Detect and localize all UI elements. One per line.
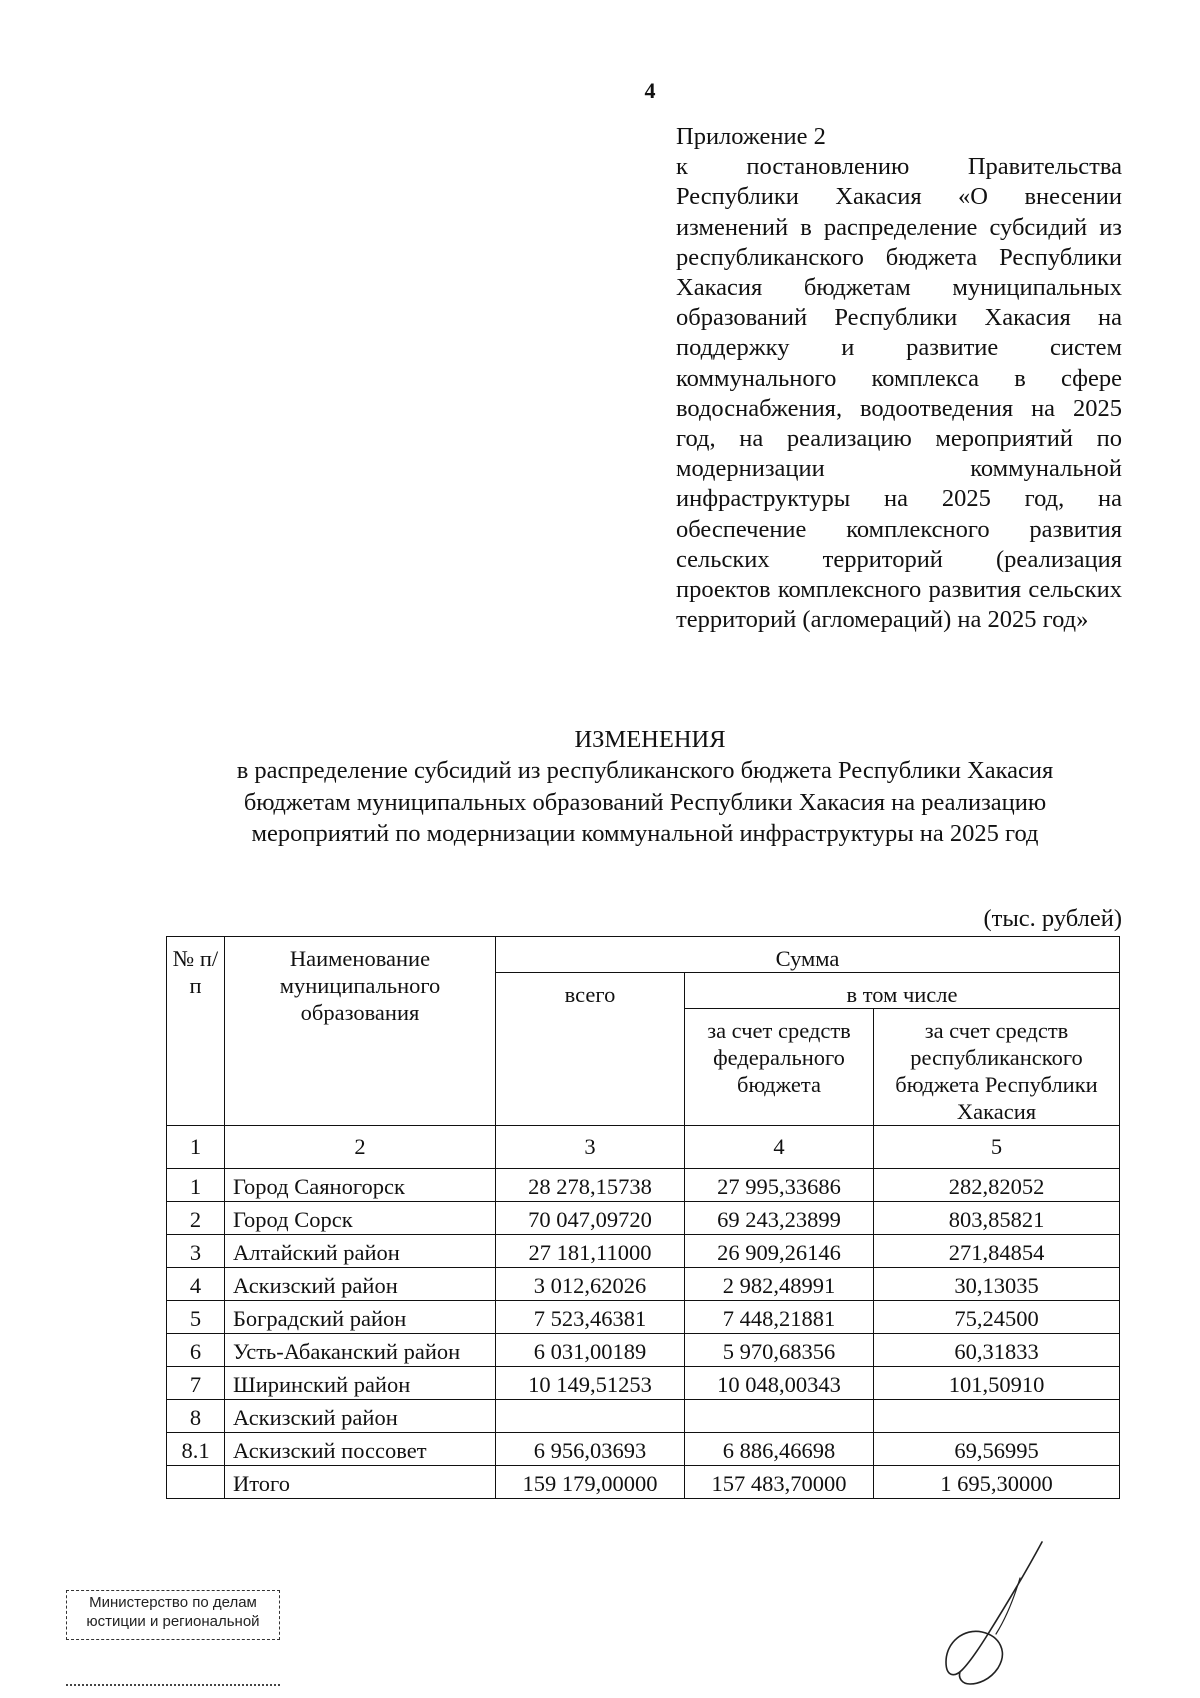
column-numbers-row <box>167 1126 1120 1169</box>
cell-federal: 27 995,33686 <box>685 1169 874 1202</box>
column-number: 3 <box>496 1126 685 1169</box>
column-number: 4 <box>685 1126 874 1169</box>
cell-total: 6 031,00189 <box>496 1334 685 1367</box>
cell-federal <box>685 1400 874 1433</box>
cell-total: 10 149,51253 <box>496 1367 685 1400</box>
cell-num: 5 <box>167 1301 225 1334</box>
subsidy-table-wrapper <box>166 936 1120 1499</box>
cell-name: Ширинский район <box>225 1367 496 1400</box>
cell-republic: 803,85821 <box>874 1202 1120 1235</box>
table-row <box>167 1202 1120 1235</box>
stamp-line: юстиции и региональной <box>86 1613 260 1630</box>
cell-republic: 282,82052 <box>874 1169 1120 1202</box>
table-row <box>167 1301 1120 1334</box>
cell-num: 4 <box>167 1268 225 1301</box>
appendix-text: к постановлению Правительства Республики Хакасия «О внесении изменений в распределение субсидий из республиканского бюджета Республики Хакасия бюджетам муниципальных образований Республики Хакасия на поддержку и развитие систем коммунального комплекса в сфере водоснабжения, водоотведения на 2025 год, на реализацию мероприятий по модернизации коммунальной инфраструктуры на 2025 год, на обеспечение комплексного развития сельских территорий (реализация проектов комплексного развития сельских территорий (агломераций) на 2025 год» <box>676 153 1122 634</box>
header-name: Наименование муниципального образования <box>225 937 496 1126</box>
cell-republic: 101,50910 <box>874 1367 1120 1400</box>
cell-republic <box>874 1400 1120 1433</box>
table-row <box>167 1268 1120 1301</box>
subsidy-table <box>166 936 1120 1499</box>
cell-total <box>496 1400 685 1433</box>
cell-num: 1 <box>167 1169 225 1202</box>
cell-federal: 7 448,21881 <box>685 1301 874 1334</box>
cell-federal: 2 982,48991 <box>685 1268 874 1301</box>
ministry-stamp <box>66 1590 280 1640</box>
cell-federal: 69 243,23899 <box>685 1202 874 1235</box>
header-federal: за счет средств федерального бюджета <box>685 1009 874 1126</box>
document-subtitle: в распределение субсидий из республиканского бюджета Республики Хакасия бюджетам муниципальных образований Республики Хакасия на реализацию мероприятий по модернизации коммунальной инфраструктуры на 2025 год <box>236 757 1054 847</box>
units-label: (тыс. рублей) <box>983 905 1122 932</box>
header-sum: Сумма <box>496 937 1120 973</box>
appendix-block <box>676 122 1122 635</box>
table-row <box>167 1334 1120 1367</box>
cell-republic: 30,13035 <box>874 1268 1120 1301</box>
table-row <box>167 1169 1120 1202</box>
cell-num: 3 <box>167 1235 225 1268</box>
cell-name: Итого <box>225 1466 496 1499</box>
cell-name: Алтайский район <box>225 1235 496 1268</box>
cell-total: 3 012,62026 <box>496 1268 685 1301</box>
stamp-line: Министерство по делам <box>89 1594 257 1611</box>
cell-republic: 1 695,30000 <box>874 1466 1120 1499</box>
header-total: всего <box>496 973 685 1126</box>
document-title: ИЗМЕНЕНИЯ <box>574 726 726 753</box>
cell-total: 7 523,46381 <box>496 1301 685 1334</box>
cell-federal: 10 048,00343 <box>685 1367 874 1400</box>
column-number: 5 <box>874 1126 1120 1169</box>
cell-name: Город Сорск <box>225 1202 496 1235</box>
appendix-title: Приложение 2 <box>676 123 826 150</box>
cell-total: 70 047,09720 <box>496 1202 685 1235</box>
cell-name: Аскизский поссовет <box>225 1433 496 1466</box>
page-number: 4 <box>644 78 656 103</box>
table-row <box>167 1400 1120 1433</box>
cell-republic: 271,84854 <box>874 1235 1120 1268</box>
table-row <box>167 1235 1120 1268</box>
cell-num: 6 <box>167 1334 225 1367</box>
cell-name: Боградский район <box>225 1301 496 1334</box>
totals-row <box>167 1466 1120 1499</box>
column-number: 2 <box>225 1126 496 1169</box>
table-body <box>167 1126 1120 1499</box>
cell-republic: 75,24500 <box>874 1301 1120 1334</box>
cell-republic: 69,56995 <box>874 1433 1120 1466</box>
cell-federal: 157 483,70000 <box>685 1466 874 1499</box>
header-republic: за счет средств республиканского бюджета Республики Хакасия <box>874 1009 1120 1126</box>
cell-name: Усть-Абаканский район <box>225 1334 496 1367</box>
header-including: в том числе <box>685 973 1120 1009</box>
table-row <box>167 1367 1120 1400</box>
table-row <box>167 1433 1120 1466</box>
cell-federal: 6 886,46698 <box>685 1433 874 1466</box>
cell-name: Аскизский район <box>225 1400 496 1433</box>
cell-total: 28 278,15738 <box>496 1169 685 1202</box>
cell-federal: 26 909,26146 <box>685 1235 874 1268</box>
header-num: № п/п <box>167 937 225 1126</box>
cell-name: Город Саяногорск <box>225 1169 496 1202</box>
cell-name: Аскизский район <box>225 1268 496 1301</box>
cell-total: 6 956,03693 <box>496 1433 685 1466</box>
signature <box>924 1538 1054 1688</box>
cell-republic: 60,31833 <box>874 1334 1120 1367</box>
column-number: 1 <box>167 1126 225 1169</box>
cell-num: 7 <box>167 1367 225 1400</box>
cell-num: 2 <box>167 1202 225 1235</box>
cell-total: 27 181,11000 <box>496 1235 685 1268</box>
cell-federal: 5 970,68356 <box>685 1334 874 1367</box>
cell-total: 159 179,00000 <box>496 1466 685 1499</box>
cell-num <box>167 1466 225 1499</box>
cell-num: 8.1 <box>167 1433 225 1466</box>
stamp-rule <box>66 1684 280 1688</box>
cell-num: 8 <box>167 1400 225 1433</box>
